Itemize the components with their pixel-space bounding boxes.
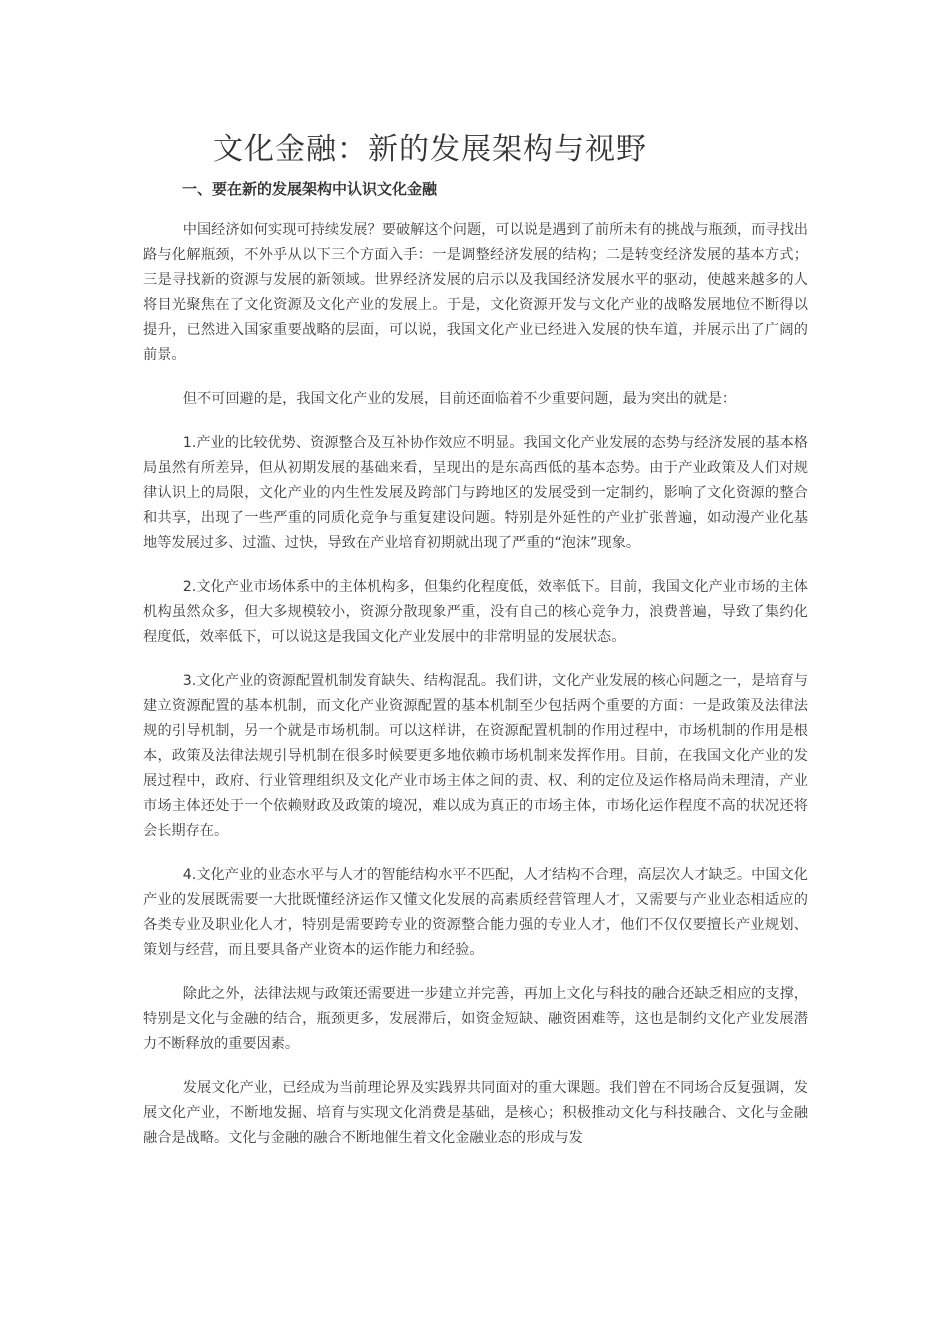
paragraph-2: 但不可回避的是，我国文化产业的发展，目前还面临着不少重要问题，最为突出的就是： [182,391,737,407]
paragraph-1: 中国经济如何实现可持续发展？要破解这个问题，可以说是遇到了前所未有的挑战与瓶颈，而寻找出路与化解瓶颈，不外乎从以下三个方面入手：一是调整经济发展的结构；二是转变经济发展的基本方式；三是寻找新的资源与发展的新领域。世界经济发展的启示以及我国经济发展水平的驱动，使越来越多的人将目光聚焦在了文化资源及文化产业的发展上。于是，文化资源开发与文化产业的战略发展地位不断得以提升，已然进入国家重要战略的层面，可以说，我国文化产业已经进入发展的快车道，并展示出了广阔的前景。 [143,222,808,363]
body-text [143,218,808,1170]
paragraph-8: 发展文化产业，已经成为当前理论界及实践界共同面对的重大课题。我们曾在不同场合反复强调，发展文化产业，不断地发掘、培育与实现文化消费是基础，是核心；积极推动文化与科技融合、文化与金融融合是战略。文化与金融的融合不断地催生着文化金融业态的形成与发 [143,1080,808,1146]
paragraph-7: 除此之外，法律法规与政策还需要进一步建立并完善，再加上文化与科技的融合还缺乏相应的支撑，特别是文化与金融的结合，瓶颈更多，发展滞后，如资金短缺、融资困难等，这也是制约文化产业发展潜力不断释放的重要因素。 [143,986,808,1052]
paragraph-5: 3.文化产业的资源配置机制发育缺失、结构混乱。我们讲，文化产业发展的核心问题之一，是培育与建立资源配置的基本机制，而文化产业资源配置的基本机制至少包括两个重要的方面：一是政策及法律法规的引导机制，另一个就是市场机制。可以这样讲，在资源配置机制的作用过程中，市场机制的作用是根本，政策及法律法规引导机制在很多时候要更多地依赖市场机制来发挥作用。目前，在我国文化产业的发展过程中，政府、行业管理组织及文化产业市场主体之间的责、权、利的定位及运作格局尚未理清，产业市场主体还处于一个依赖财政及政策的境况，难以成为真正的市场主体，市场化运作程度不高的状况还将会长期存在。 [143,673,808,839]
paragraph-6: 4.文化产业的业态水平与人才的智能结构水平不匹配，人才结构不合理，高层次人才缺乏。中国文化产业的发展既需要一大批既懂经济运作又懂文化发展的高素质经营管理人才，又需要与产业业态相适应的各类专业及职业化人才，特别是需要跨专业的资源整合能力强的专业人才，他们不仅仅要擅长产业规划、策划与经营，而且要具备产业资本的运作能力和经验。 [143,867,808,958]
paragraph-4: 2.文化产业市场体系中的主体机构多，但集约化程度低，效率低下。目前，我国文化产业市场的主体机构虽然众多，但大多规模较小，资源分散现象严重，没有自己的核心竞争力，浪费普遍，导致了集约化程度低，效率低下，可以说这是我国文化产业发展中的非常明显的发展状态。 [143,579,808,645]
section-heading: 一、要在新的发展架构中认识文化金融 [182,180,438,198]
paragraph-3: 1.产业的比较优势、资源整合及互补协作效应不明显。我国文化产业发展的态势与经济发展的基本格局虽然有所差异，但从初期发展的基础来看，呈现出的是东高西低的基本态势。由于产业政策及人们对规律认识上的局限，文化产业的内生性发展及跨部门与跨地区的发展受到一定制约，影响了文化资源的整合和共享，出现了一些严重的同质化竞争与重复建设问题。特别是外延性的产业扩张普遍，如动漫产业化基地等发展过多、过滥、过快，导致在产业培育初期就出现了严重的“泡沫”现象。 [143,435,808,551]
document-title: 文化金融：新的发展架构与视野 [213,132,647,167]
